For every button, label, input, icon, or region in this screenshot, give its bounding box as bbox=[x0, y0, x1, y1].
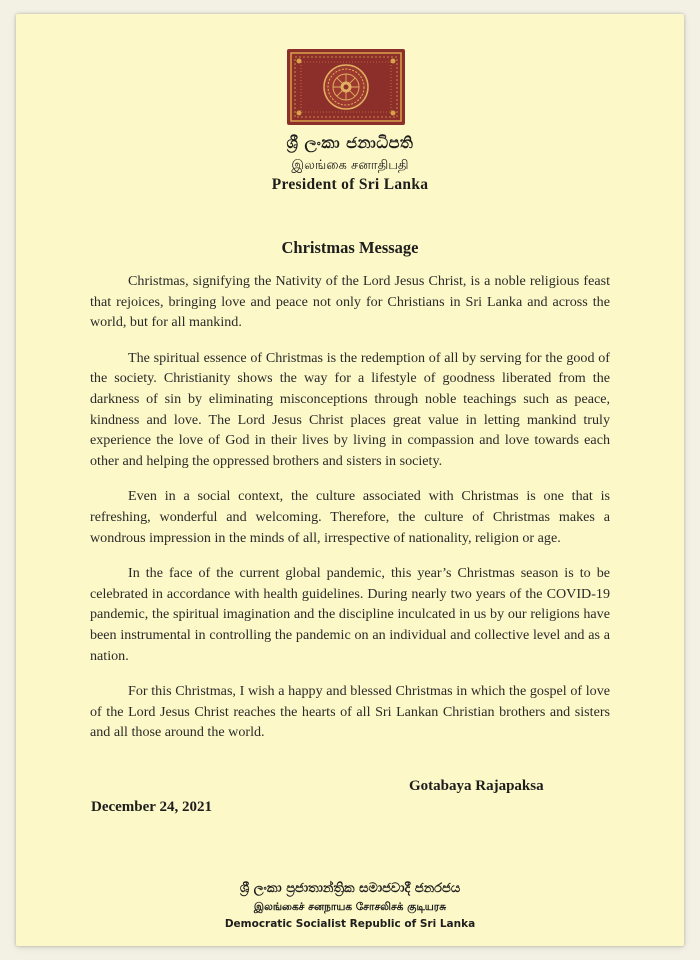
footer-sinhala: ශ්‍රී ලංකා ප්‍රජාතාන්ත්‍රික සමාජවාදී ජනරජය bbox=[239, 881, 461, 896]
paragraph-3: Even in a social context, the culture associated with Christmas is one that is refreshing, wonderful and welcoming. Therefore, the culture of Christmas makes a wondrous impression in the minds of all, irrespective of nationality, religion or age. bbox=[90, 488, 610, 546]
paragraph-4: In the face of the current global pandemic, this year’s Christmas season is to be celebrated in accordance with health guidelines. During nearly two years of the COVID-19 pandemic, the spiritual imagination and the discipline inculcated in us by our religions have been instrumental in controlling the pandemic on an individual and collective level and as a nation. bbox=[90, 565, 610, 664]
footer-english: Democratic Socialist Republic of Sri Lanka bbox=[224, 918, 476, 930]
signature-name: Gotabaya Rajapaksa bbox=[409, 778, 544, 794]
letterhead-title-tamil: இலங்கை சனாதிபதி bbox=[291, 158, 409, 173]
paragraph-5: For this Christmas, I wish a happy and blessed Christmas in which the gospel of love of the Lord Jesus Christ reaches the hearts of all Sri Lankan Christian brothers and sisters and all those around the world. bbox=[90, 683, 610, 741]
paragraph-2: The spiritual essence of Christmas is the redemption of all by serving for the good of the society. Christianity shows the way for a lifestyle of goodness liberated from the darkness of sin by eliminating misconceptions through noble teachings such as peace, kindness and love. The Lord Jesus Christ places great value in letting mankind truly experience the love of God in their lives by living in compassion and love towards each other and helping the oppressed brothers and sisters in society. bbox=[90, 349, 610, 469]
message-date: December 24, 2021 bbox=[91, 799, 212, 815]
message-title: Christmas Message bbox=[281, 238, 419, 257]
message-body bbox=[90, 271, 610, 758]
paragraph-1: Christmas, signifying the Nativity of the Lord Jesus Christ, is a noble religious feast that rejoices, bringing love and peace not only for Christians in Sri Lanka and across the world, but for all mankind. bbox=[90, 273, 610, 331]
letterhead-title-sinhala: ශ්‍රී ලංකා ජනාධිපති bbox=[286, 133, 414, 152]
letterhead-title-english: President of Sri Lanka bbox=[271, 176, 429, 193]
dharmachakra-emblem-icon bbox=[287, 49, 405, 125]
footer-tamil: இலங்கைச் சனநாயக சோசலிசக் குடியரசு bbox=[253, 901, 447, 913]
